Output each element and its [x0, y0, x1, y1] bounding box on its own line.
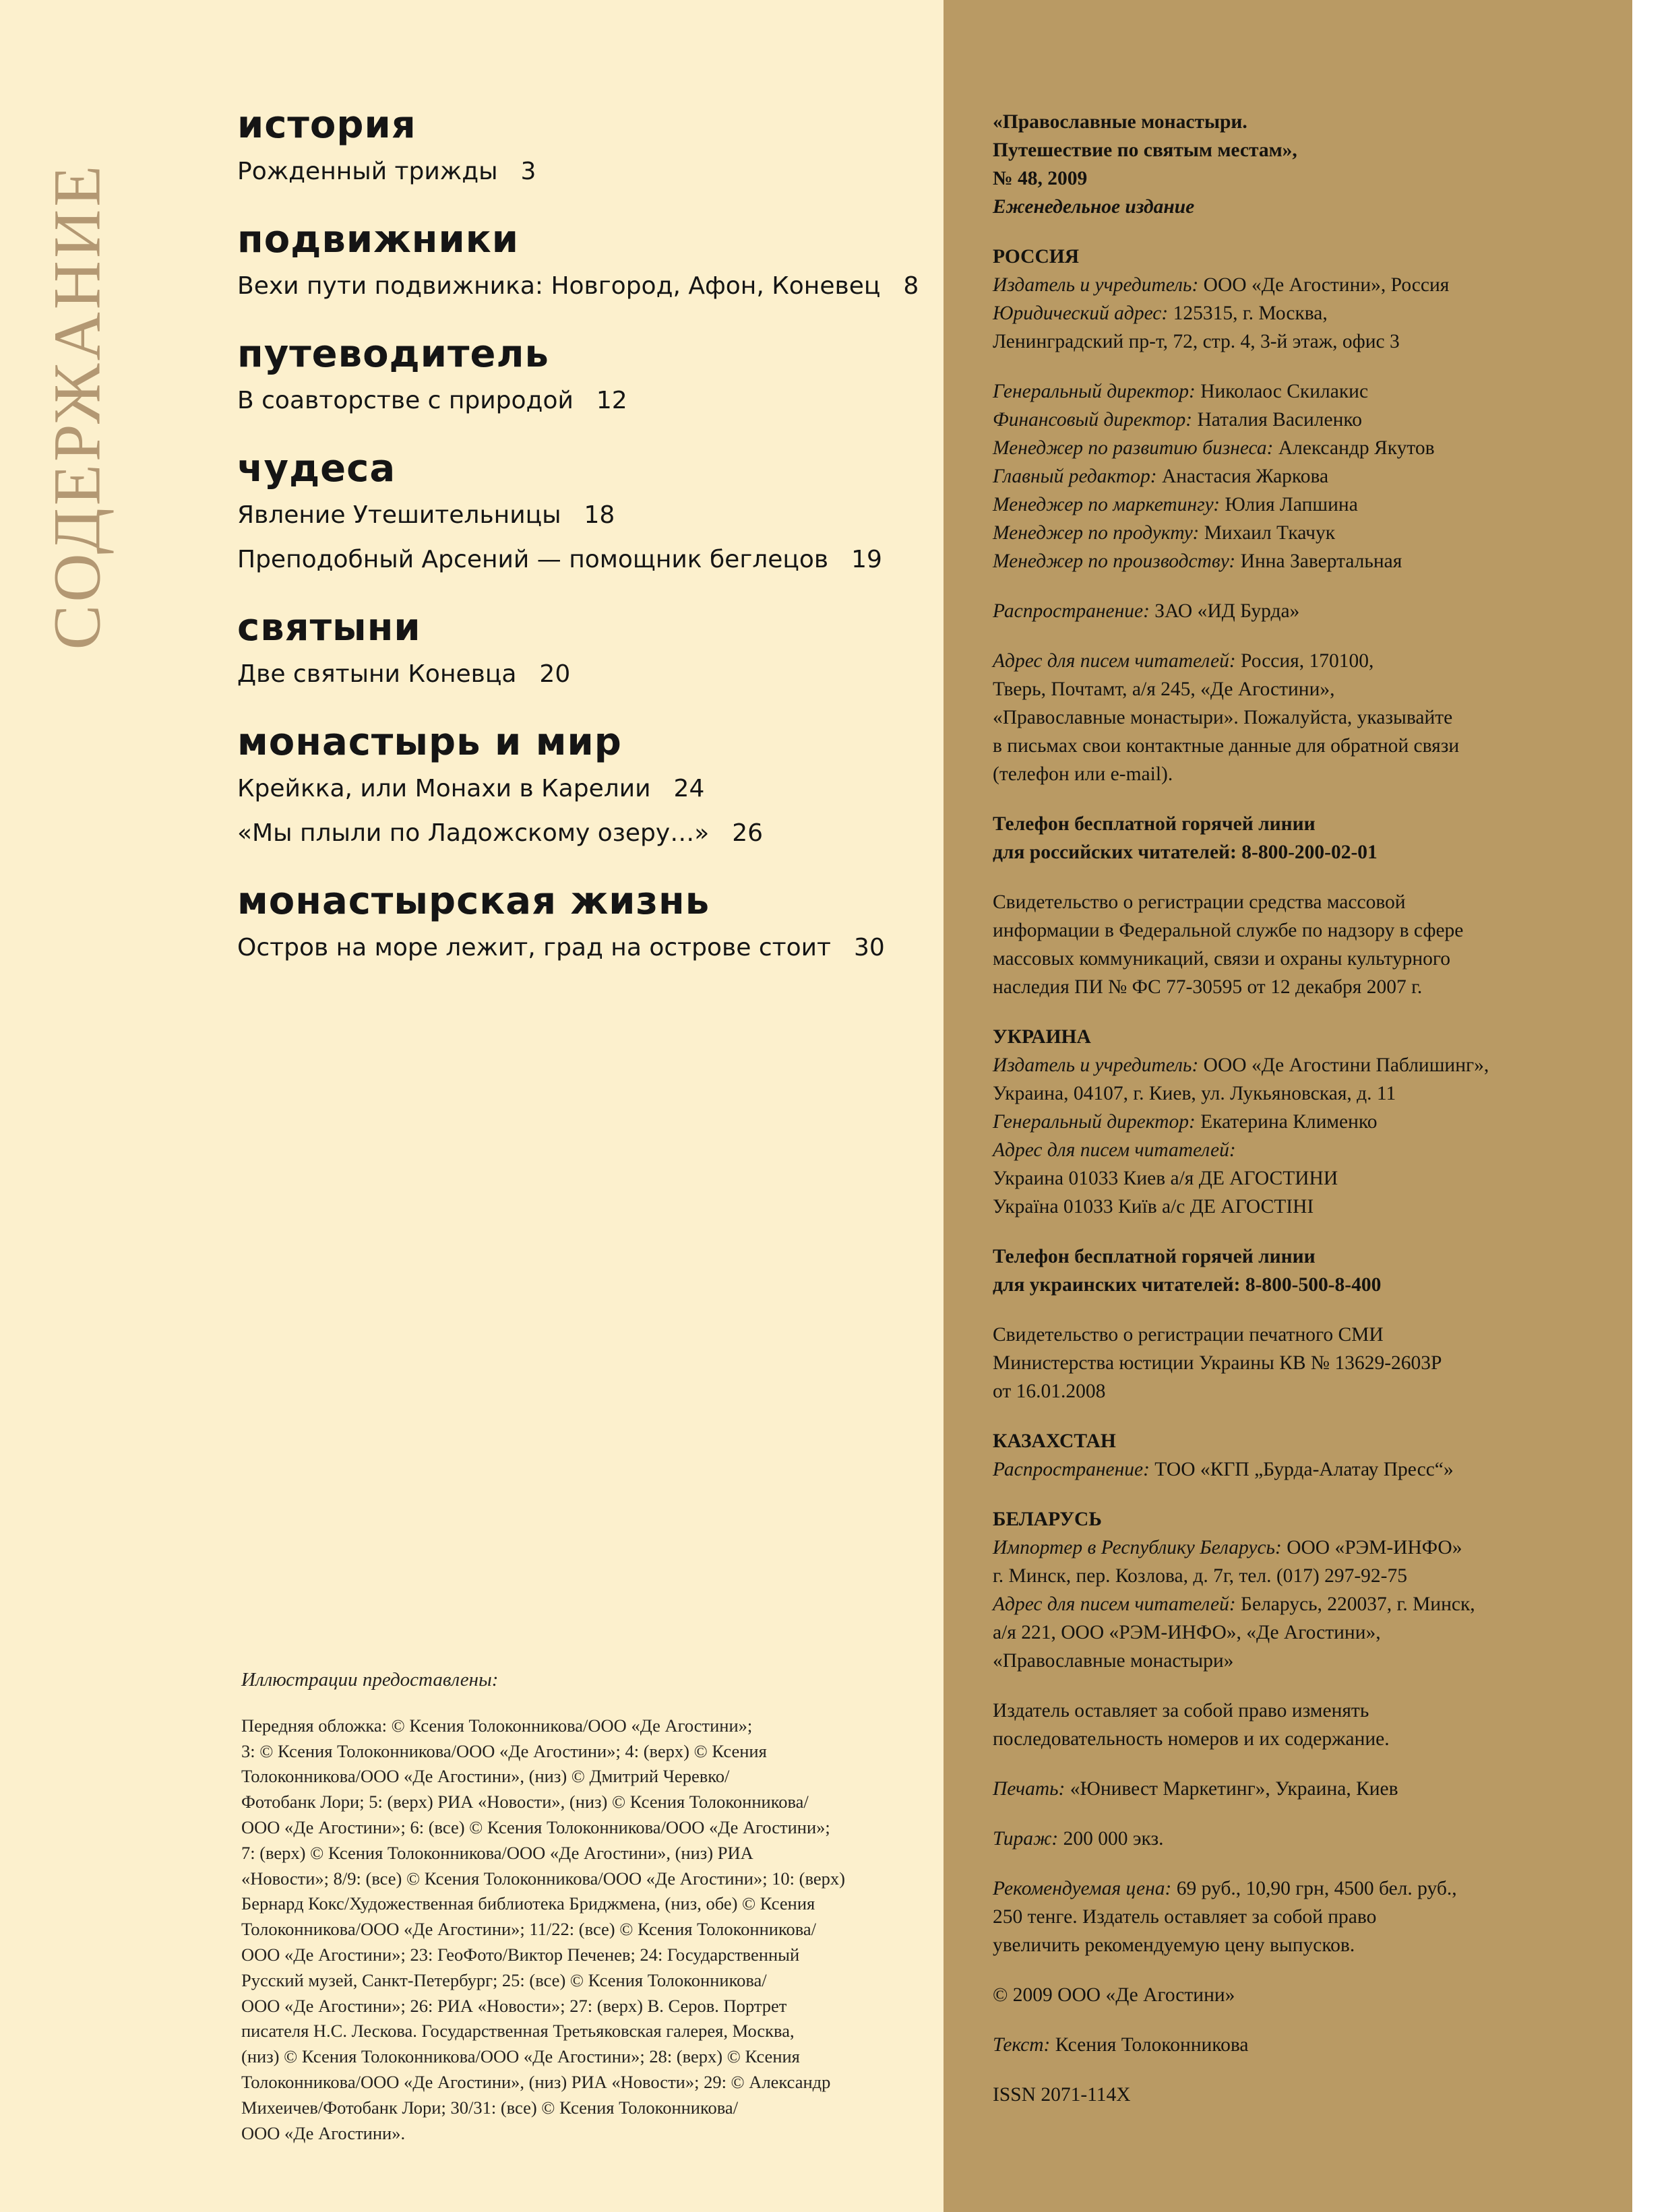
staff-role: Финансовый директор: [993, 409, 1193, 431]
price-line: увеличить рекомендуемую цену выпусков. [993, 1934, 1355, 1956]
toc-section-title: история [237, 103, 416, 147]
toc-section [237, 216, 925, 309]
label: Адрес для писем читателей: [993, 650, 1236, 672]
credits-line: 7: (верх) © Ксения Толоконникова/ООО «Де Агостини», (низ) РИА [241, 1842, 753, 1863]
country-heading: КАЗАХСТАН [993, 1430, 1116, 1452]
toc-section-title: путеводитель [237, 332, 549, 376]
table-of-contents [237, 101, 925, 992]
hotline-line: для украинских читателей: 8-800-500-8-400 [993, 1274, 1382, 1296]
importer-address: г. Минск, пер. Козлова, д. 7г, тел. (017) 297-92-75 [993, 1565, 1408, 1587]
credits-heading: Иллюстрации предоставлены: [241, 1669, 499, 1690]
staff-line [993, 406, 1586, 434]
credits-line: ООО «Де Агостини»; 26: РИА «Новости»; 27: (верх) В. Серов. Портрет [241, 1995, 787, 2016]
toc-page-number: 30 [853, 934, 885, 961]
value: 69 руб., 10,90 грн, 4500 бел. руб., [1171, 1878, 1457, 1899]
readers-line: Украина 01033 Киев а/я ДЕ АГОСТИНИ [993, 1168, 1338, 1189]
registration-line: Свидетельство о регистрации печатного СМИ [993, 1324, 1384, 1346]
credits-line: ООО «Де Агостини»; 6: (все) © Ксения Толоконникова/ООО «Де Агостини»; [241, 1816, 830, 1837]
registration-line: массовых коммуникаций, связи и охраны культурного [993, 948, 1450, 970]
price-block [993, 1874, 1586, 1959]
publisher-address: Украина, 04107, г. Киев, ул. Лукьяновская, д. 11 [993, 1083, 1396, 1104]
staff-role: Менеджер по продукту: [993, 522, 1200, 544]
toc-page-number: 20 [539, 660, 571, 688]
hotline-ua [993, 1242, 1586, 1299]
credits-text [241, 1713, 915, 2147]
russia-block [993, 243, 1586, 356]
toc-page-number: 18 [584, 501, 615, 529]
staff-person: Анастасия Жаркова [1156, 466, 1329, 487]
toc-entry-title: Рожденный трижды [237, 158, 498, 185]
registration-ua [993, 1321, 1586, 1405]
copyright: © 2009 ООО «Де Агостини» [993, 1984, 1235, 2006]
staff-role: Главный редактор: [993, 466, 1157, 487]
credits-line: Русский музей, Санкт-Петербург; 25: (все) © Ксения Толоконникова/ [241, 1969, 767, 1990]
readers-line: «Православные монастыри» [993, 1650, 1234, 1672]
hotline-line: Телефон бесплатной горячей линии [993, 813, 1316, 835]
address-line [993, 299, 1586, 327]
readers-line: Тверь, Почтамт, а/я 245, «Де Агостини», [993, 678, 1335, 700]
belarus-block [993, 1505, 1586, 1675]
spine-title-text: СОДЕРЖАНИЕ [39, 162, 115, 650]
staff-person: Александр Якутов [1273, 437, 1435, 459]
masthead-line: «Православные монастыри. [993, 111, 1247, 133]
staff-list [993, 377, 1586, 575]
toc-entry[interactable] [237, 811, 925, 856]
toc-page-number: 26 [732, 819, 764, 847]
label: Рекомендуемая цена: [993, 1878, 1172, 1899]
toc-entry-title: Крейкка, или Монахи в Карелии [237, 775, 651, 802]
staff-person: Юлия Лапшина [1220, 494, 1358, 515]
credits-line: «Новости»; 8/9: (все) © Ксения Толоконникова/ООО «Де Агостини»; 10: (верх) [241, 1868, 845, 1889]
staff-line [993, 434, 1586, 462]
value: «Юнивест Маркетинг», Украина, Киев [1065, 1778, 1398, 1800]
credits-line: ООО «Де Агостини». [241, 2122, 406, 2143]
distribution-line [993, 597, 1586, 625]
toc-entry[interactable] [237, 493, 925, 538]
toc-section [237, 604, 925, 697]
toc-section-title: святыни [237, 606, 421, 650]
kazakhstan-block [993, 1427, 1586, 1484]
credits-line: ООО «Де Агостини»; 23: ГеоФото/Виктор Печенев; 24: Государственный [241, 1944, 800, 1965]
toc-section [237, 445, 925, 582]
credits-line: Михеичев/Фотобанк Лори; 30/31: (все) © Ксения Толоконникова/ [241, 2097, 739, 2118]
staff-line [993, 491, 1586, 519]
label: Генеральный директор: [993, 1111, 1196, 1133]
toc-entry[interactable] [237, 767, 925, 811]
label: Печать: [993, 1778, 1065, 1800]
masthead-line: № 48, 2009 [993, 168, 1088, 189]
label: Адрес для писем читателей: [993, 1593, 1236, 1615]
value: 200 000 экз. [1058, 1828, 1164, 1850]
staff-person: Николаос Скилакис [1195, 381, 1369, 402]
illustration-credits [241, 1668, 915, 2146]
text-author-line [993, 2031, 1586, 2059]
credits-line: Толоконникова/ООО «Де Агостини»; 11/22: (все) © Ксения Толоконникова/ [241, 1919, 817, 1940]
label: Тираж: [993, 1828, 1059, 1850]
credits-line: Бернард Кокс/Художественная библиотека Бриджмена, (низ, обе) © Ксения [241, 1893, 815, 1914]
toc-entry-title: Остров на море лежит, град на острове стоит [237, 934, 831, 961]
label: Издатель и учредитель: [993, 1054, 1199, 1076]
reserve-note [993, 1697, 1586, 1753]
label: Текст: [993, 2034, 1051, 2056]
label: Распространение: [993, 600, 1150, 622]
credits-line: Толоконникова/ООО «Де Агостини», (низ) РИА «Новости»; 29: © Александр [241, 2071, 831, 2092]
staff-person: Михаил Ткачук [1199, 522, 1336, 544]
price-line: 250 тенге. Издатель оставляет за собой право [993, 1906, 1377, 1928]
label: Импортер в Республику Беларусь: [993, 1537, 1282, 1558]
print-line [993, 1775, 1586, 1803]
registration-line: от 16.01.2008 [993, 1381, 1106, 1402]
toc-section-title: подвижники [237, 218, 519, 261]
credits-line: (низ) © Ксения Толоконникова/ООО «Де Агостини»; 28: (верх) © Ксения [241, 2046, 800, 2067]
credits-line: писателя Н.С. Лескова. Государственная Третьяковская галерея, Москва, [241, 2021, 795, 2042]
toc-entry[interactable] [237, 150, 925, 194]
toc-entry-title: Вехи пути подвижника: Новгород, Афон, Коневец [237, 272, 881, 300]
readers-line: а/я 221, ООО «РЭМ-ИНФО», «Де Агостини», [993, 1622, 1381, 1643]
toc-section [237, 718, 925, 856]
price-line [993, 1874, 1586, 1903]
hotline-line: для российских читателей: 8-800-200-02-01 [993, 842, 1378, 863]
registration-line: Министерства юстиции Украины КВ № 13629-2603Р [993, 1352, 1442, 1374]
country-heading: БЕЛАРУСЬ [993, 1509, 1102, 1530]
toc-page-number: 12 [596, 387, 627, 414]
value: ООО «Де Агостини», Россия [1198, 274, 1450, 296]
readers-address-ru [993, 647, 1586, 788]
registration-line: Свидетельство о регистрации средства массовой [993, 891, 1406, 913]
staff-role: Менеджер по производству: [993, 550, 1236, 572]
toc-section [237, 877, 925, 970]
toc-section [237, 330, 925, 423]
registration-line: наследия ПИ № ФС 77-30595 от 12 декабря 2007 г. [993, 976, 1423, 998]
staff-role: Менеджер по маркетингу: [993, 494, 1221, 515]
label: Распространение: [993, 1459, 1150, 1480]
value: ООО «РЭМ-ИНФО» [1281, 1537, 1462, 1558]
value: ООО «Де Агостини Паблишинг», [1198, 1054, 1489, 1076]
value: Ксения Толоконникова [1050, 2034, 1249, 2056]
circulation-line [993, 1825, 1586, 1853]
masthead-subtitle: Еженедельное издание [993, 196, 1195, 218]
staff-line [993, 547, 1586, 575]
readers-line [993, 1590, 1586, 1618]
toc-entry[interactable] [237, 379, 925, 423]
toc-section-title: монастырская жизнь [237, 879, 710, 923]
toc-page-number: 19 [851, 546, 882, 573]
staff-person: Инна Завертальная [1235, 550, 1402, 572]
value: Беларусь, 220037, г. Минск, [1235, 1593, 1475, 1615]
hotline-line: Телефон бесплатной горячей линии [993, 1246, 1316, 1267]
readers-line: Україна 01033 Київ а/с ДЕ АГОСТІНІ [993, 1196, 1314, 1218]
toc-section-title: монастырь и мир [237, 720, 622, 764]
staff-line [993, 462, 1586, 491]
staff-role: Менеджер по развитию бизнеса: [993, 437, 1274, 459]
value: Россия, 170100, [1235, 650, 1374, 672]
hotline-ru [993, 810, 1586, 866]
readers-line: в письмах свои контактные данные для обратной связи [993, 735, 1460, 757]
director-line [993, 1108, 1586, 1136]
toc-section [237, 101, 925, 194]
address-line: Ленинградский пр-т, 72, стр. 4, 3-й этаж, офис 3 [993, 331, 1400, 352]
toc-entry[interactable] [237, 264, 925, 309]
spine-title [36, 120, 117, 693]
reserve-line: последовательность номеров и их содержание. [993, 1728, 1390, 1750]
masthead-line: Путешествие по святым местам», [993, 139, 1297, 161]
staff-role: Генеральный директор: [993, 381, 1196, 402]
value: Екатерина Клименко [1195, 1111, 1378, 1133]
value: 125315, г. Москва, [1168, 303, 1328, 324]
toc-entry-title: Две святыни Коневца [237, 660, 517, 688]
toc-section-title: чудеса [237, 447, 396, 491]
readers-label: Адрес для писем читателей: [993, 1139, 1236, 1161]
toc-entry-title: «Мы плыли по Ладожскому озеру…» [237, 819, 710, 847]
toc-entry-title: Явление Утешительницы [237, 501, 561, 529]
toc-page-number: 24 [673, 775, 705, 802]
importer-line [993, 1534, 1586, 1562]
issn: ISSN 2071-114X [993, 2084, 1131, 2106]
registration-ru [993, 888, 1586, 1001]
toc-entry-title: Преподобный Арсений — помощник беглецов [237, 546, 829, 573]
country-heading: РОССИЯ [993, 246, 1080, 267]
toc-entry[interactable] [237, 652, 925, 697]
publisher-line [993, 1051, 1586, 1079]
distribution-line [993, 1455, 1586, 1484]
reserve-line: Издатель оставляет за собой право изменять [993, 1700, 1369, 1721]
credits-line: Передняя обложка: © Ксения Толоконникова/ООО «Де Агостини»; [241, 1715, 753, 1736]
label: Издатель и учредитель: [993, 274, 1199, 296]
imprint [993, 108, 1586, 2109]
ukraine-block [993, 1023, 1586, 1221]
value: ТОО «КГП „Бурда-Алатау Пресс“» [1149, 1459, 1454, 1480]
credits-line: 3: © Ксения Толоконникова/ООО «Де Агостини»; 4: (верх) © Ксения [241, 1740, 767, 1761]
staff-line [993, 377, 1586, 406]
credits-line: Толоконникова/ООО «Де Агостини», (низ) © Дмитрий Черевко/ [241, 1766, 730, 1787]
readers-line [993, 647, 1586, 675]
toc-entry[interactable] [237, 926, 925, 970]
toc-entry[interactable] [237, 538, 925, 582]
readers-line: «Православные монастыри». Пожалуйста, указывайте [993, 707, 1453, 728]
value: ЗАО «ИД Бурда» [1149, 600, 1300, 622]
readers-line: (телефон или e-mail). [993, 763, 1173, 785]
country-heading: УКРАИНА [993, 1026, 1091, 1048]
label: Юридический адрес: [993, 303, 1169, 324]
toc-page-number: 3 [520, 158, 536, 185]
staff-line [993, 519, 1586, 547]
publisher-line [993, 271, 1586, 299]
staff-person: Наталия Василенко [1192, 409, 1362, 431]
toc-page-number: 8 [903, 272, 919, 300]
credits-line: Фотобанк Лори; 5: (верх) РИА «Новости», (низ) © Ксения Толоконникова/ [241, 1792, 809, 1812]
registration-line: информации в Федеральной службе по надзору в сфере [993, 920, 1464, 941]
toc-entry-title: В соавторстве с природой [237, 387, 574, 414]
masthead [993, 108, 1586, 221]
